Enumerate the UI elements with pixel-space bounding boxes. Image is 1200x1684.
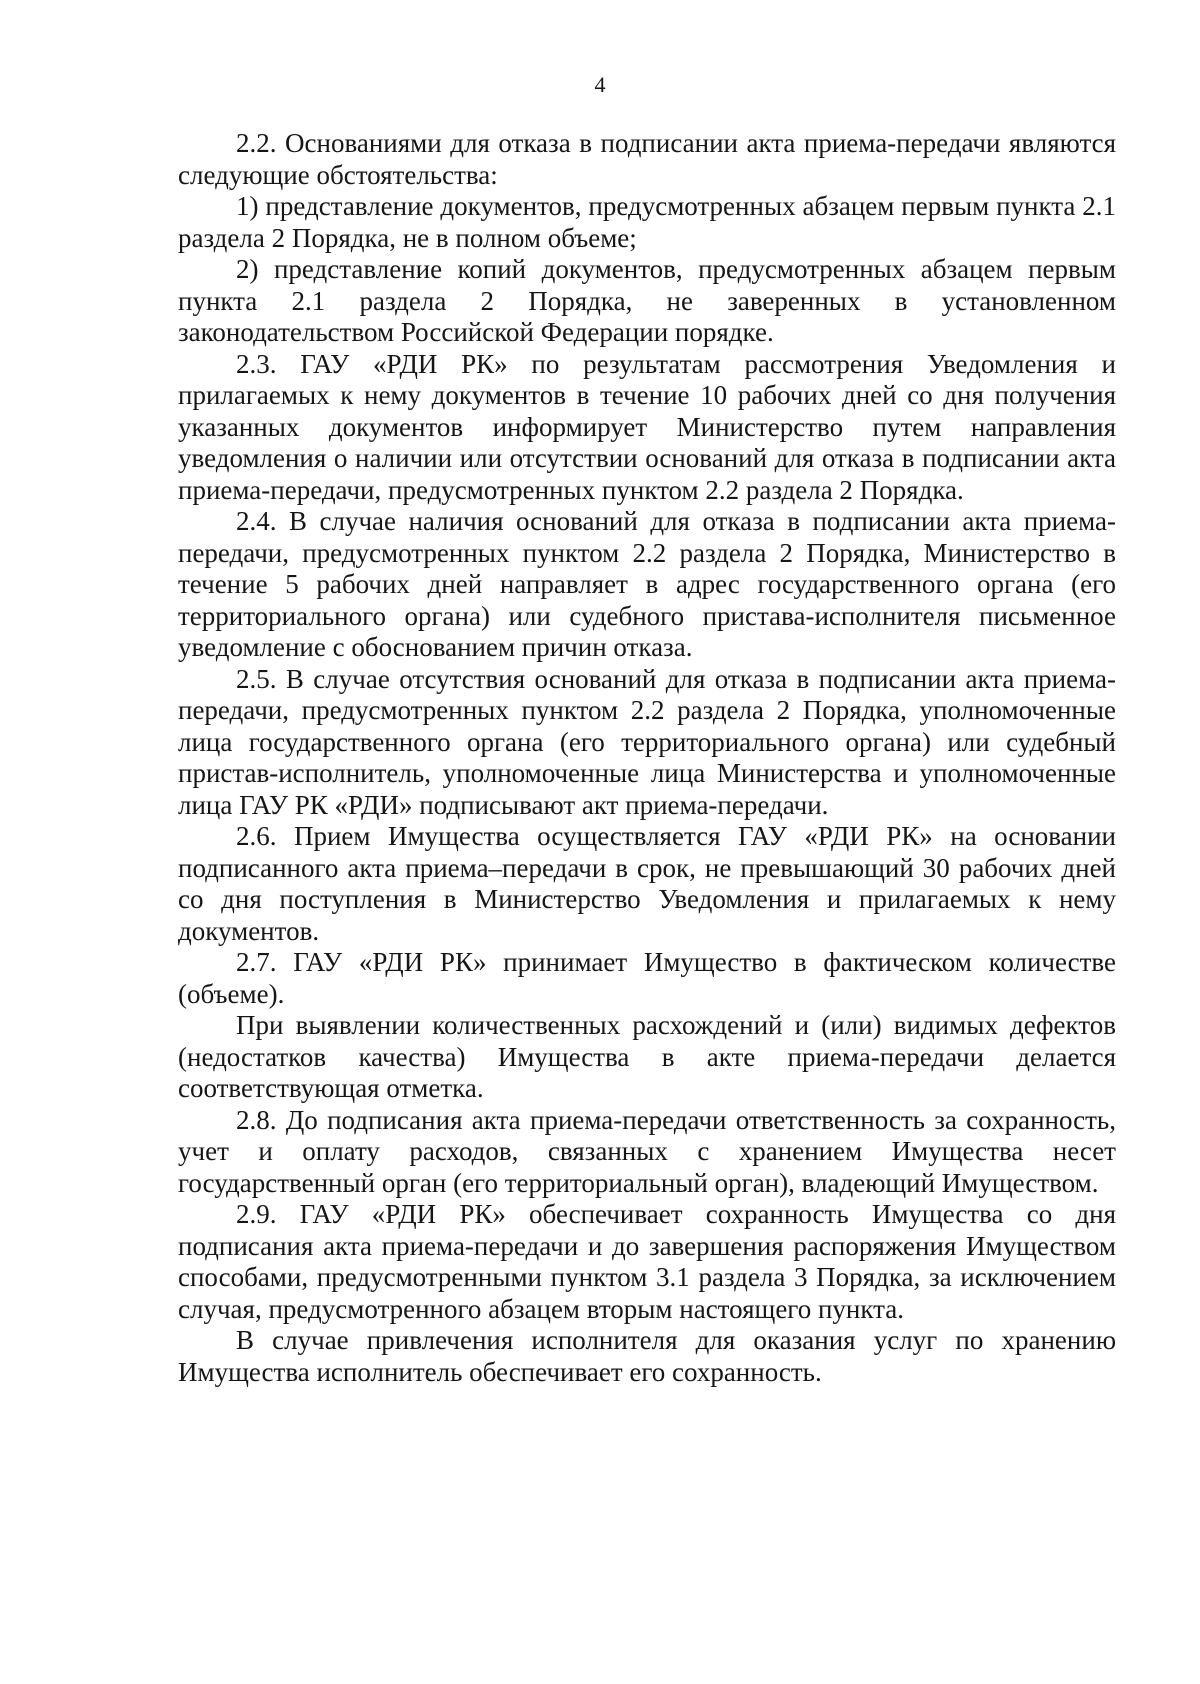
paragraph-2-5: 2.5. В случае отсутствия оснований для отказа в подписании акта приема-передачи, предусмотренных пунктом 2.2 раздела 2 Порядка, уполномоченные лица государственного органа (его территориального органа) или судебный пристав-исполнитель, уполномоченные лица Министерства и уполномоченные лица ГАУ РК «РДИ» подписывают акт приема-передачи.: [178, 663, 1116, 820]
paragraph-2-9: 2.9. ГАУ «РДИ РК» обеспечивает сохранность Имущества со дня подписания акта приема-передачи и до завершения распоряжения Имуществом способами, предусмотренными пунктом 3.1 раздела 3 Порядка, за исключением случая, предусмотренного абзацем вторым настоящего пункта.: [178, 1199, 1116, 1324]
paragraph-2-2-item-2: 2) представление копий документов, предусмотренных абзацем первым пункта 2.1 раздела 2 Порядка, не заверенных в установленном законодательством Российской Федерации порядке.: [178, 254, 1116, 347]
paragraph-2-3: 2.3. ГАУ «РДИ РК» по результатам рассмотрения Уведомления и прилагаемых к нему документов в течение 10 рабочих дней со дня получения указанных документов информирует Министерство путем направления уведомления о наличии или отсутствии оснований для отказа в подписании акта приема-передачи, предусмотренных пунктом 2.2 раздела 2 Порядка.: [178, 348, 1116, 505]
paragraph-2-9-contractor: В случае привлечения исполнителя для оказания услуг по хранению Имущества исполнитель обеспечивает его сохранность.: [178, 1325, 1116, 1387]
paragraph-2-6: 2.6. Прием Имущества осуществляется ГАУ «РДИ РК» на основании подписанного акта приема–передачи в срок, не превышающий 30 рабочих дней со дня поступления в Министерство Уведомления и прилагаемых к нему документов.: [178, 821, 1116, 946]
paragraph-2-7-discrepancy: При выявлении количественных расхождений и (или) видимых дефектов (недостатков качества) Имущества в акте приема-передачи делается соответствующая отметка.: [178, 1010, 1116, 1103]
paragraph-2-4: 2.4. В случае наличия оснований для отказа в подписании акта приема-передачи, предусмотренных пунктом 2.2 раздела 2 Порядка, Министерство в течение 5 рабочих дней направляет в адрес государственного органа (его территориального органа) или судебного пристава-исполнителя письменное уведомление с обоснованием причин отказа.: [178, 506, 1116, 662]
paragraph-2-2-item-1: 1) представление документов, предусмотренных абзацем первым пункта 2.1 раздела 2 Порядка, не в полном объеме;: [178, 191, 1116, 253]
paragraph-2-7: 2.7. ГАУ «РДИ РК» принимает Имущество в фактическом количестве (объеме).: [178, 947, 1116, 1009]
paragraph-2-8: 2.8. До подписания акта приема-передачи ответственность за сохранность, учет и оплату расходов, связанных с хранением Имущества несет государственный орган (его территориальный орган), владеющий Имуществом.: [178, 1104, 1116, 1198]
document-body: [178, 128, 1116, 1388]
paragraph-2-2: 2.2. Основаниями для отказа в подписании акта приема-передачи являются следующие обстоятельства:: [178, 128, 1116, 190]
page-number: 4: [594, 72, 606, 97]
